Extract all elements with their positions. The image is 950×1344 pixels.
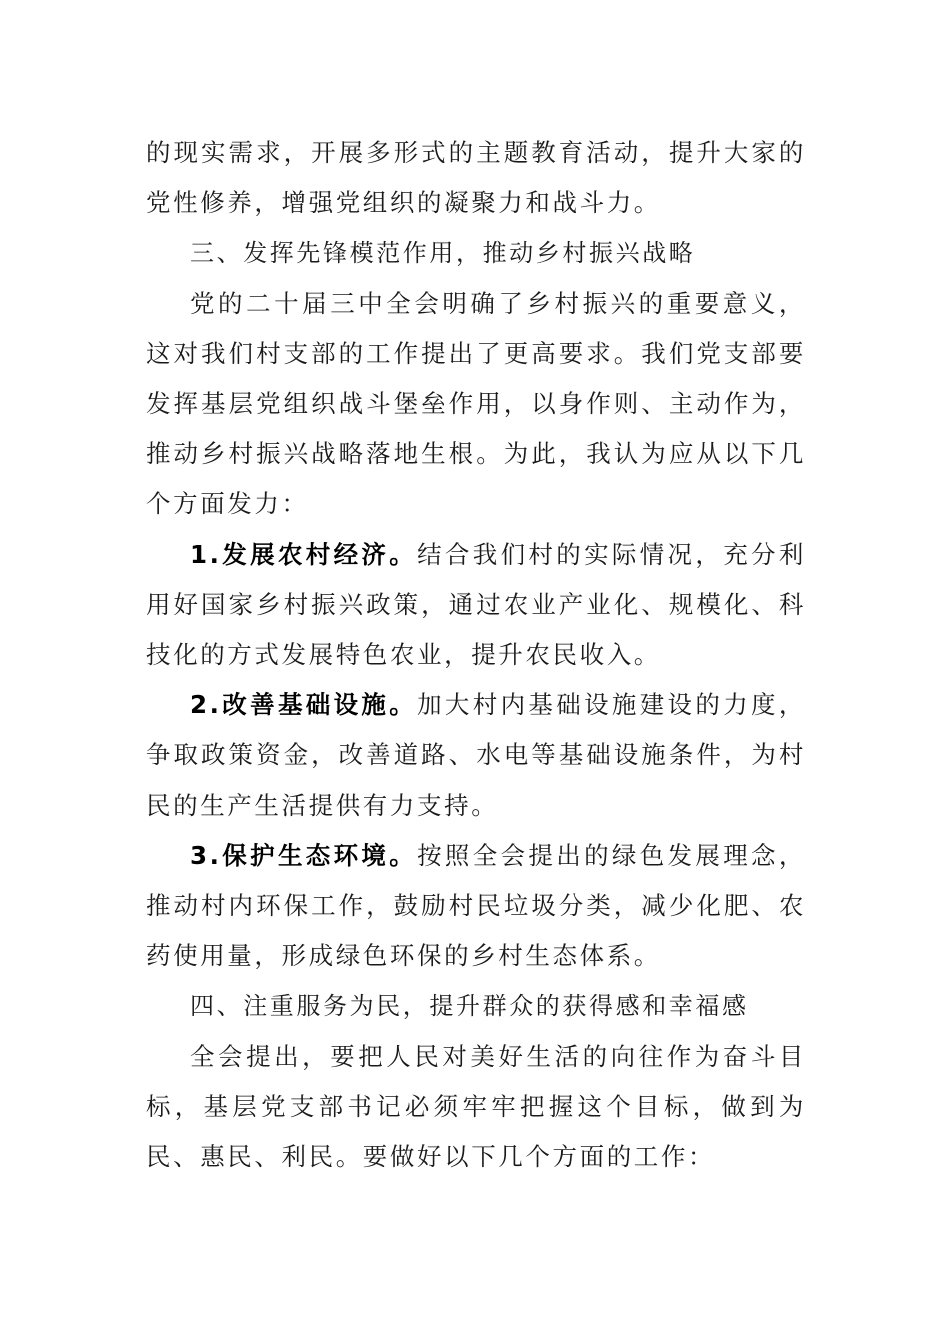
list-item-text: 加大村内基础设施建设的力度，争取政策资金，改善道路、水电等基础设施条件，为村民的生产生活提供有力支持。 — [146, 690, 806, 820]
paragraph-continuation: 的现实需求，开展多形式的主题教育活动，提升大家的党性修养，增强党组织的凝聚力和战斗力。 — [146, 138, 806, 218]
section-heading-4: 四、注重服务为民，提升群众的获得感和幸福感 — [190, 992, 749, 1021]
paragraph: 党的二十届三中全会明确了乡村振兴的重要意义，这对我们村支部的工作提出了更高要求。我们党支部要发挥基层党组织战斗堡垒作用，以身作则、主动作为，推动乡村振兴战略落地生根。为此，我认为应从以下几个方面发力： — [146, 288, 806, 519]
document-body — [146, 128, 806, 1182]
list-item-lead: 3.保护生态环境。 — [190, 840, 418, 870]
list-item-lead: 2.改善基础设施。 — [190, 690, 418, 720]
list-item-text: 按照全会提出的绿色发展理念，推动村内环保工作，鼓励村民垃圾分类，减少化肥、农药使用量，形成绿色环保的乡村生态体系。 — [146, 840, 806, 971]
list-item-infrastructure — [146, 680, 806, 831]
paragraph: 全会提出，要把人民对美好生活的向往作为奋斗目标，基层党支部书记必须牢牢把握这个目标，做到为民、惠民、利民。要做好以下几个方面的工作： — [146, 1041, 806, 1172]
section-heading-3: 三、发挥先锋模范作用，推动乡村振兴战略 — [190, 239, 696, 268]
list-item-lead: 1.发展农村经济。 — [190, 539, 418, 569]
list-item-economy — [146, 530, 806, 681]
list-item-ecology — [146, 831, 806, 982]
list-item-text: 结合我们村的实际情况，充分利用好国家乡村振兴政策，通过农业产业化、规模化、科技化的方式发展特色农业，提升农民收入。 — [146, 539, 806, 670]
